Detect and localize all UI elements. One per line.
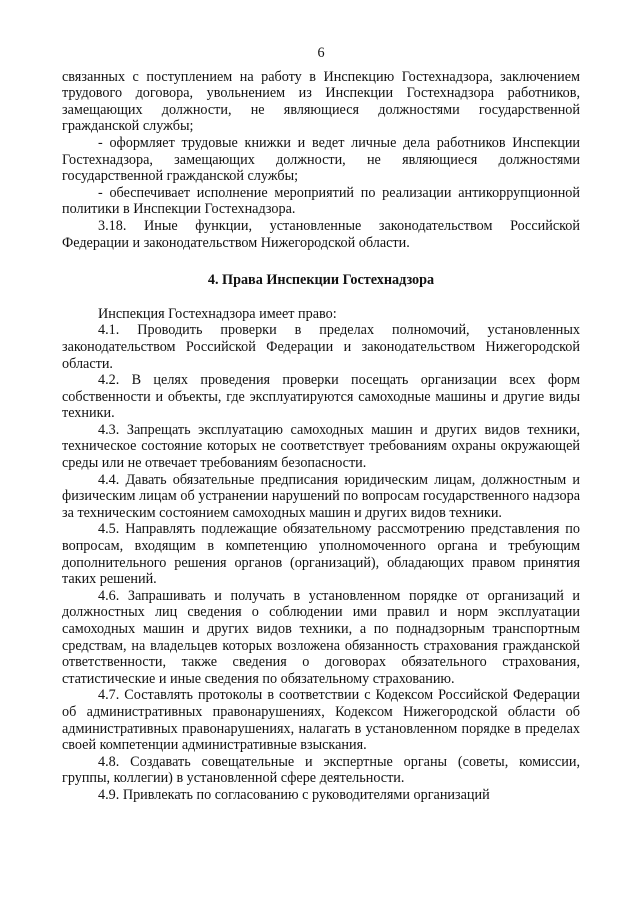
paragraph-labor-books: - оформляет трудовые книжки и ведет личные дела работников Инспекции Гостехнадзора, замещающих должности, не являющиеся должностями государственной гражданской службы; bbox=[62, 134, 580, 185]
section-intro: Инспекция Гостехнадзора имеет право: bbox=[98, 305, 337, 322]
item-4-7: 4.7. Составлять протоколы в соответствии с Кодексом Российской Федерации об административных правонарушениях, Кодексом Нижегородской области об административных правонарушениях, налагать в установленном порядке в пределах своей компетенции административные взыскания. bbox=[62, 687, 580, 754]
paragraph-3-18: 3.18. Иные функции, установленные законодательством Российской Федерации и законодательством Нижегородской области. bbox=[62, 217, 580, 251]
item-4-9: 4.9. Привлекать по согласованию с руководителями организаций bbox=[98, 786, 490, 803]
section-heading: 4. Права Инспекции Гостехнадзора bbox=[207, 272, 435, 289]
page-number: 6 bbox=[317, 45, 325, 61]
paragraph-anticorruption: - обеспечивает исполнение мероприятий по реализации антикоррупционной политики в Инспекции Гостехнадзора. bbox=[62, 184, 580, 218]
item-4-1: 4.1. Проводить проверки в пределах полномочий, установленных законодательством Российской Федерации и законодательством Нижегородской области. bbox=[62, 322, 580, 372]
item-4-3: 4.3. Запрещать эксплуатацию самоходных машин и других видов техники, техническое состояние которых не соответствует требованиям охраны окружающей среды или не отвечает требованиям безопасности. bbox=[62, 421, 580, 472]
item-4-5: 4.5. Направлять подлежащие обязательному рассмотрению представления по вопросам, входящим в компетенцию уполномоченного органа и требующим дополнительного решения органов (организаций), обладающих правом принятия таких решений. bbox=[62, 521, 580, 588]
paragraph-continuation: связанных с поступлением на работу в Инспекцию Гостехнадзора, заключением трудового договора, увольнением из Инспекции Гостехнадзора работников, замещающих должности, не являющиеся должностями государственной гражданской службы; bbox=[62, 68, 580, 135]
item-4-4: 4.4. Давать обязательные предписания юридическим лицам, должностным и физическим лицам об устранении нарушений по вопросам государственного надзора за техническим состоянием самоходных машин и других видов техники. bbox=[62, 471, 580, 521]
item-4-2: 4.2. В целях проведения проверки посещать организации всех форм собственности и объекты, где эксплуатируются самоходные машины и другие виды техники. bbox=[62, 372, 580, 422]
item-4-6: 4.6. Запрашивать и получать в установленном порядке от организаций и должностных лиц сведения о соблюдении ими правил и норм эксплуатации самоходных машин и других видов техники, а по поднадзорным транспортным средствам, на владельцев которых возложена обязанность страхования гражданской ответственности, также сведения о договорах обязательного страхования, статистические и иные сведения по обязательному страхованию. bbox=[62, 587, 580, 687]
item-4-8: 4.8. Создавать совещательные и экспертные органы (советы, комиссии, группы, коллегии) в установленной сфере деятельности. bbox=[62, 753, 580, 787]
